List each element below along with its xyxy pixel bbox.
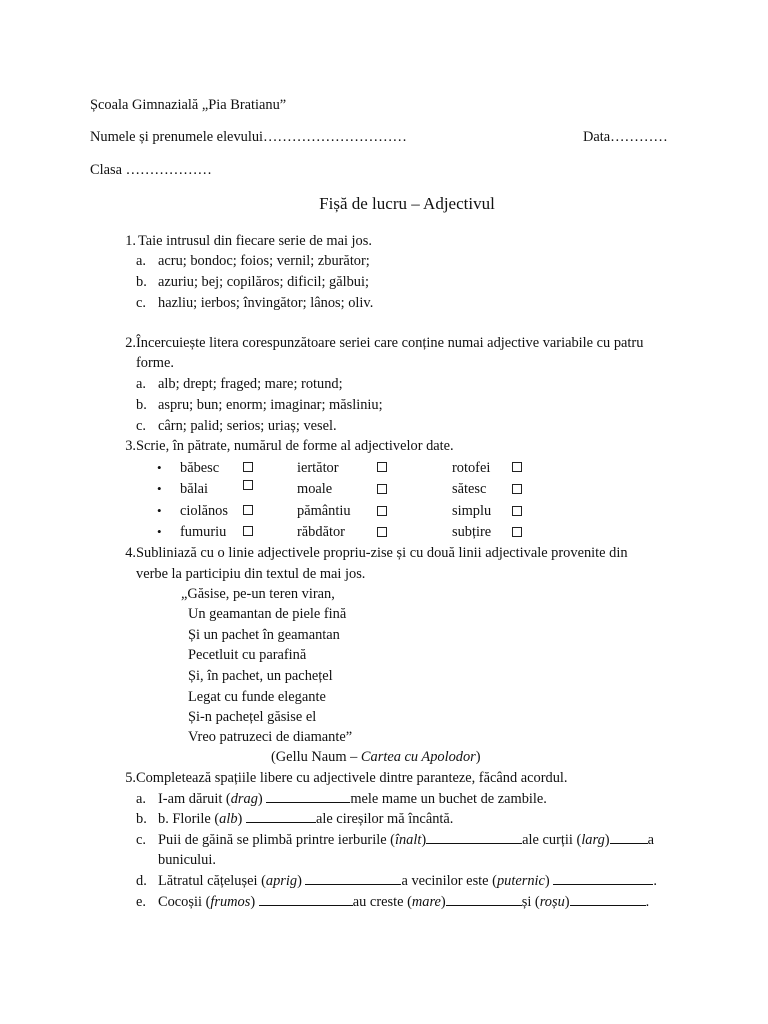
sentence-text: ): [257, 791, 267, 807]
sentence-text: ): [237, 811, 246, 827]
answer-checkbox[interactable]: [243, 480, 253, 490]
answer-checkbox[interactable]: [243, 462, 253, 472]
date-label: Data…………: [583, 129, 668, 145]
q3-adjective: ciolănos: [180, 503, 228, 519]
q1-item-letter: b.: [136, 274, 147, 290]
hint-word: mare: [411, 894, 441, 910]
q2-item-letter: a.: [136, 376, 146, 392]
hint-word: drag: [230, 791, 258, 807]
answer-blank[interactable]: [553, 872, 653, 885]
sentence-text: Lătratul cățelușei (: [158, 873, 266, 889]
q5-item-letter: b.: [136, 811, 147, 827]
q3-text: Scrie, în pătrate, numărul de forme al adjectivelor date.: [136, 438, 454, 454]
q4-text-line1: Subliniază cu o linie adjectivele propriu-zise și cu două linii adjectivale provenite din: [136, 545, 628, 561]
q3-adjective: sătesc: [452, 481, 487, 497]
answer-blank[interactable]: [446, 893, 522, 906]
sentence-text: Puii de găină se plimbă printre ierburile (: [158, 832, 395, 848]
hint-word: roșu: [539, 894, 565, 910]
q3-adjective: răbdător: [297, 524, 345, 540]
answer-blank[interactable]: [305, 872, 401, 885]
book-title: Cartea cu Apolodor: [360, 749, 476, 765]
school-name: Școala Gimnazială „Pia Bratianu”: [90, 97, 287, 113]
q3-adjective: băbesc: [180, 460, 220, 476]
q2-item-text: cârn; palid; serios; uriaș; vesel.: [158, 418, 337, 434]
q2-text-line1: Încercuiește litera corespunzătoare seriei care conține numai adjective variabile cu patru: [136, 335, 644, 351]
q4-number: 4.: [125, 545, 136, 561]
student-name-label: Numele și prenumele elevului…………………………: [90, 129, 407, 145]
hint-word: larg: [581, 832, 605, 848]
q5-item-letter: d.: [136, 873, 147, 889]
q1-item-text: acru; bondoc; foios; vernil; zburător;: [158, 253, 370, 269]
q2-item-letter: b.: [136, 397, 147, 413]
sentence-text: au creste (: [352, 894, 412, 910]
q2-number: 2.: [125, 335, 136, 351]
poem-line: Și-n pachețel găsise el: [188, 709, 317, 725]
answer-checkbox[interactable]: [377, 527, 387, 537]
q5-item-letter: e.: [136, 894, 146, 910]
q5-item-e: [158, 893, 649, 911]
q2-item-text: aspru; bun; enorm; imaginar; măsliniu;: [158, 397, 383, 413]
hint-word: frumos: [210, 894, 251, 910]
hint-word: aprig: [265, 873, 298, 889]
q3-adjective: rotofei: [452, 460, 491, 476]
q1-number: 1.: [125, 233, 136, 249]
poem-attribution: [271, 748, 481, 766]
q5-number: 5.: [125, 770, 136, 786]
answer-checkbox[interactable]: [377, 484, 387, 494]
q5-item-a: [158, 790, 547, 808]
sentence-text: mele mame un buchet de zambile.: [350, 791, 547, 807]
answer-checkbox[interactable]: [512, 484, 522, 494]
answer-checkbox[interactable]: [512, 462, 522, 472]
hint-word: alb: [219, 811, 238, 827]
sentence-text: I-am dăruit (: [158, 791, 231, 807]
q3-adjective: bălai: [180, 481, 208, 497]
sentence-text: ): [604, 832, 610, 848]
q5-item-b: [158, 810, 453, 828]
attribution-close: ): [475, 749, 481, 765]
q5-item-letter: a.: [136, 791, 146, 807]
poem-line: „Găsise, pe-un teren viran,: [181, 586, 335, 602]
sentence-text: și (: [521, 894, 540, 910]
q5-item-c: [158, 831, 654, 849]
q3-adjective: subțire: [452, 524, 492, 540]
answer-blank[interactable]: [610, 831, 648, 844]
poem-line: Legat cu funde elegante: [188, 689, 326, 705]
q3-adjective: moale: [297, 481, 333, 497]
poem-line: Vreo patruzeci de diamante”: [188, 729, 353, 745]
sentence-text: ale cireșilor mă încântă.: [315, 811, 454, 827]
q1-item-text: azuriu; bej; copilăros; dificil; gălbui;: [158, 274, 370, 290]
answer-checkbox[interactable]: [243, 526, 253, 536]
q5-item-letter: c.: [136, 832, 146, 848]
bullet-icon: •: [157, 524, 162, 539]
poem-line: Un geamantan de piele fină: [188, 606, 347, 622]
q1-item-letter: c.: [136, 295, 146, 311]
sentence-text: .: [645, 894, 650, 910]
sentence-text: Cocoșii (: [158, 894, 211, 910]
page-title: Fișă de lucru – Adjectivul: [319, 194, 495, 213]
q3-adjective: pământiu: [297, 503, 351, 519]
sentence-text: b. Florile (: [158, 811, 220, 827]
q3-number: 3.: [125, 438, 136, 454]
sentence-text: ): [297, 873, 306, 889]
poem-line: Și, în pachet, un pachețel: [188, 668, 333, 684]
answer-blank[interactable]: [259, 893, 353, 906]
q3-adjective: simplu: [452, 503, 492, 519]
hint-word: puternic: [496, 873, 545, 889]
author-name: (Gellu Naum –: [271, 749, 361, 765]
q3-adjective: fumuriu: [180, 524, 227, 540]
q1-item-text: hazliu; ierbos; învingător; lânos; oliv.: [158, 295, 374, 311]
q2-item-text: alb; drept; fraged; mare; rotund;: [158, 376, 343, 392]
bullet-icon: •: [157, 503, 162, 518]
q5-text: Completează spațiile libere cu adjectivele dintre paranteze, făcând acordul.: [136, 770, 568, 786]
q5-item-d: [158, 872, 657, 890]
bullet-icon: •: [157, 481, 162, 496]
answer-checkbox[interactable]: [243, 505, 253, 515]
answer-blank[interactable]: [246, 810, 316, 823]
sentence-text: ): [421, 832, 427, 848]
q1-text: Taie intrusul din fiecare serie de mai jos.: [138, 233, 372, 249]
q4-text-line2: verbe la participiu din textul de mai jos.: [136, 566, 366, 582]
q2-text-line2: forme.: [136, 355, 174, 371]
sentence-text: ): [564, 894, 570, 910]
poem-line: Pecetluit cu parafină: [188, 647, 307, 663]
q3-adjective: iertător: [297, 460, 339, 476]
poem-line: Și un pachet în geamantan: [188, 627, 340, 643]
answer-checkbox[interactable]: [377, 462, 387, 472]
answer-blank[interactable]: [426, 831, 522, 844]
class-label: Clasa ………………: [90, 162, 212, 178]
answer-blank[interactable]: [570, 893, 646, 906]
bullet-icon: •: [157, 460, 162, 475]
answer-blank[interactable]: [266, 790, 350, 803]
sentence-text: ale curții (: [522, 832, 582, 848]
sentence-text: a: [647, 832, 654, 848]
hint-word: înalt: [394, 832, 422, 848]
answer-checkbox[interactable]: [512, 506, 522, 516]
q5-item-c-line2: bunicului.: [158, 852, 216, 868]
answer-checkbox[interactable]: [512, 527, 522, 537]
sentence-text: ): [250, 894, 259, 910]
q2-item-letter: c.: [136, 418, 146, 434]
q1-item-letter: a.: [136, 253, 146, 269]
sentence-text: ): [440, 894, 446, 910]
sentence-text: .: [653, 873, 657, 889]
sentence-text: ): [544, 873, 554, 889]
sentence-text: a vecinilor este (: [401, 873, 497, 889]
answer-checkbox[interactable]: [377, 506, 387, 516]
